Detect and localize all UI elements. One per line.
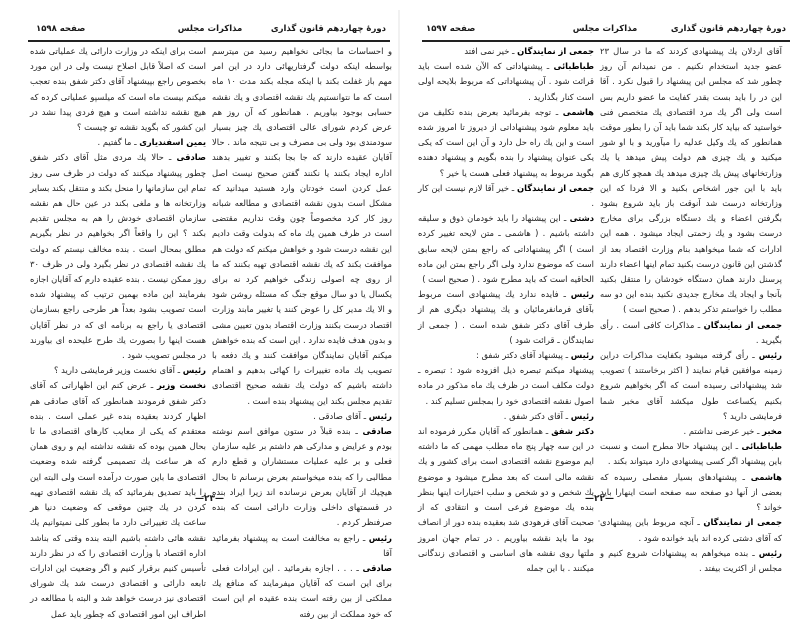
header-term: دورهٔ چهاردهم قانون گذاری xyxy=(670,24,786,34)
paragraph xyxy=(30,44,206,135)
paragraph xyxy=(600,424,782,439)
speaker-name: هاشمی xyxy=(562,106,594,117)
speaker-name: جمعی از نمایندگان xyxy=(703,517,782,528)
header-page-number: صفحه ۱۵۹۸ xyxy=(36,24,86,34)
header-page-number: صفحه ۱۵۹۷ xyxy=(426,24,476,34)
speaker-name: یمین اسفندیاری xyxy=(139,137,206,148)
paragraph xyxy=(418,424,594,576)
speech-text: ـ بنده میخواهم به پیشنهادات شروع کنیم و مجلس از اکثریت بیفتد . xyxy=(600,547,782,573)
column-left xyxy=(418,44,594,576)
paragraph xyxy=(212,424,392,530)
scan-speck xyxy=(598,520,600,522)
header-title: مذاکرات مجلس xyxy=(177,24,243,34)
speaker-name: رئیس xyxy=(368,532,392,543)
speech-text: ـ همانطور که آقایان مکرر فرموده اند در این سه چهار پنج ماه مطلب مهمی که ما داشته ایم موضوع نقشه اقتصادی است برای کشور و یك نقشه مالی است که بعد مطرح میشود و موضوع یك شخص و دو شخص و سلب اختیارات اینها بنظر بنده یك موضوع فرعی است و انتقادی که از صحبت آقای فرهودی شد بعقیده بنده دور از انصاف بود ما باید نقشه بیاوریم . در تمام جهان امروز ملتها روی نقشه های اساسی و اقتصادی زندگانی میکنند . با این جمله xyxy=(418,426,594,573)
scan-speck xyxy=(145,545,147,547)
paragraph xyxy=(418,363,594,409)
speaker-name: رئیس xyxy=(368,410,392,421)
speaker-name: طباطبائی xyxy=(741,441,782,452)
speaker-name: دکتر شفق xyxy=(551,426,595,437)
paragraph xyxy=(600,470,782,516)
speech-text: ـ خیر نمی افتد xyxy=(464,46,518,56)
paragraph xyxy=(600,318,782,348)
page-1598 xyxy=(0,0,400,619)
header-rule xyxy=(422,40,790,42)
paragraph xyxy=(600,44,782,318)
paragraph xyxy=(30,135,206,150)
paragraph xyxy=(212,44,392,409)
speech-text: پیشنهاد میکنم تبصره ذیل افزوده شود : تبصره ـ دولت مکلف است در ظرف یك ماه مذکور در ماده اصول نقشه اقتصادی خود را بمجلس تسلیم کند . xyxy=(418,365,594,406)
paragraph xyxy=(418,105,594,181)
speech-text: ـ راجع به مخالفت است به پیشنهاد بفرمائید آقا xyxy=(212,532,392,558)
speech-text: آقای اردلان یك پیشنهادی کردند که ما در سال ۲۳ عضو جدید استخدام نکنیم . من نمیدانم آن روز چطور شد که مجلس این پیشنهاد را قبول نکرد . آقا این در را باید بست بقدر کفایت ما عضو داریم بس است ولی اگر یك مرد اقتصادی یك متخصص فنی خواستید که بیاید کار بکند شما باید آن را بطور موقت همانطور که یك وکیل عدلیه را میآورید و با او شور میکنید و یك چیزی هم دولت پیش میدهد یا یك وزارتخانهای پیش یك چیزی میدهد یك همچو کاری هم باید با این جور اشخاص بکنید و الا فردا که این وزارتخانه درست شد آنوقت باز باید شروع بشود بگرفتن اعضاء و یك دستگاه بزرگی برای مخارج درست بشود و یك زحمتی ایجاد میشود . همه این ادارات که شما میخواهید بنام وزارت اقتصاد بعد از گذشتن این قانون درست بکنید تمام اینها اعضاء دارند پرسنل دارند همان دستگاه خودشان را منتقل بکنید بآنجا و ایجاد یك مخارج جدیدی نکنید بنده این دو سه مطلب را خواستم تذکر بدهم . ( صحیح است ) xyxy=(600,46,782,315)
paragraph xyxy=(30,150,206,363)
speaker-name: رئیس xyxy=(570,350,594,361)
speech-text: ـ خیر آقا لازم نیست این کار . xyxy=(418,182,594,209)
speech-text: است برای اینکه در وزارت دارائی یك عملیاتی شده است که اصلاً قابل اصلاح نیست ولی در این مورد بخصوص راجع بپیشنهاد آقای دکتر شفق بنده تعجب میکنم بیست ماه است که میلسپو عملیاتی کرده که هیچ نقشه نداشته است و هیچ فردی پیدا نشد در این کشور که بگوید نقشه تو چیست ؟ xyxy=(30,46,206,133)
paragraph xyxy=(212,531,392,561)
folio-number: —۲۲— xyxy=(585,494,614,504)
speaker-name: جمعی از نمایندگان xyxy=(517,182,594,193)
speaker-name: رئیس xyxy=(182,365,206,376)
paragraph xyxy=(418,409,594,424)
column-left xyxy=(30,44,206,622)
speech-text: ـ . . . اجازه بفرمائید . این ایرادات فعلی برای این است که آقایان میفرمایند که منافع یك مملکتی از بین رفته است بنده عقیده ام این است که خود مملکت از بین رفته xyxy=(212,562,392,619)
speech-text: ـ آقای نخست وزیر فرمایشی دارید ؟ xyxy=(54,365,183,376)
speech-text: ـ توجه بفرمائید بعرض بنده تکلیف من باید معلوم شود پیشنهاداتی از دیروز تا امروز شده است و این یك راه حل دارد و آن این است که یکی یکی عنوان پیشنهاد را بنده بگویم و پیشنهاد دهنده بگوید مربوط به پیشنهاد فعلی هست یا خیر ؟ xyxy=(418,106,594,178)
speech-text: ـ پیشنهاد آقای دکتر شفق : xyxy=(475,350,571,361)
paragraph xyxy=(418,44,594,59)
speaker-name: نخست وزیر xyxy=(156,380,206,391)
paragraph xyxy=(418,287,594,348)
speech-text: ـ مذاکرات کافی است . رأی بگیرید . xyxy=(600,319,782,345)
paragraph xyxy=(30,363,206,378)
speaker-name: طباطبائی xyxy=(553,61,594,72)
paragraph xyxy=(30,378,206,621)
speaker-name: جمعی از نمایندگان xyxy=(517,46,594,56)
header-term: دورهٔ چهاردهم قانون گذاری xyxy=(270,24,386,34)
speaker-name: صادقی xyxy=(362,426,392,437)
speech-text: ـ پیشنهادهای بسیار مفصلی رسیده که بعضی از آنها دو صفحه سه صفحه است اینهارا باید خواند ؟ xyxy=(600,471,782,513)
speaker-name: جمعی از نمایندگان xyxy=(703,319,783,330)
speaker-name: هاشمی xyxy=(750,471,782,482)
speech-text: ـ بنده قبلاً در ستون موافق اسم نوشته بودم و عرایض و مدارکی هم داشتم بر علیه سازمان فعلی و بر علیه عملیات مستشاران و قطع دارم مطالبی را که بنده میخواستم بعرض برسانم تا بحال هیچیك از آقایان بعرض نرسانده اند زیرا ایراد بنده در قسمتهای داخلی وزارت دارائی است که بنده صرفنظر کردم . xyxy=(212,426,392,528)
header-title: مذاکرات مجلس xyxy=(572,24,638,34)
speaker-name: رئیس xyxy=(758,547,782,558)
page-header xyxy=(30,22,390,38)
column-right xyxy=(212,44,392,622)
speech-text: ـ آقای دکتر شفق . xyxy=(503,410,571,421)
speech-text: ـ آنچه مربوط باین پیشنهادی که آقای دشتی کرده اند باید خوانده شود . xyxy=(600,517,782,543)
speech-text: ـ فایده ندارد یك پیشنهادی است مربوط بآقای فرمانفرمائیان و یك پیشنهاد دیگری هم از طرف آقای دکتر شفق شده است . ( جمعی از نمایندگان ـ قرائت شود ) xyxy=(418,289,594,345)
paragraph xyxy=(600,348,782,424)
folio-number: —۲۳— xyxy=(195,494,224,504)
speech-text: ـ حالا یك مردی مثل آقای دکتر شفق چطور پیشنهاد میکنند که دولت در ظرف سی روز تمام این سازمانها را منحل بکند و منتقل بکند بسایر وزارتخانه ها و ملغی بکند در عین حال هم نقشه سازمان اقتصادی خودش را هم به مجلس تقدیم بکند ؟ این را واقعاً اگر بخواهیم در نظر بگیریم مطلق بمحال است . بنده مخالف نیستم که دولت یك نقشه اقتصادی در نظر بگیرد ولی در ظرف ۳۰ روز ممکن نیست . بنده عقیده دارم که آقایان اجازه بفرمایند این ماده بهمین ترتیب که پیشنهاد شده است تصویب بشود بعداً هر طرحی راجع بسازمان اقتصادی یا راجع به برنامه ای که در نظر آقایان هست اینها را بصورت یك طرح علیحده ای بیاورند در مجلس تصویب شود . xyxy=(30,152,206,361)
speech-text: ـ این پیشنهاد را باید خودمان ذوق و سلیقه داشته باشیم . ( هاشمی ـ متن لایحه تغییر کرده است ) اگر پیشنهاداتی که راجع بمتن لایحه سابق است که موضوع ندارد ولی اگر راجع بمتن این ماده الحاقیه است که باید مطرح شود . ( صحیح است ) xyxy=(418,213,594,285)
speaker-name: صادقی xyxy=(362,562,392,573)
paragraph xyxy=(600,546,782,576)
speech-text: ـ خیر عرضی نداشتم . xyxy=(683,426,763,437)
speech-text: ـ این پیشنهاد حالا مطرح است و نسبت باین پیشنهاد اگر کسی پیشنهادی دارد میتواند بکند . xyxy=(600,441,782,467)
speech-text: ـ آقای صادقی . xyxy=(313,410,369,421)
speaker-name: صادقی xyxy=(176,152,206,163)
speaker-name: رئیس xyxy=(758,350,782,361)
paragraph xyxy=(212,409,392,424)
speech-text: ـ پیشنهاداتی که الآن شده است باید قرائت شود . آن پیشنهاداتی که مربوط بلایحه اولی است کنار بگذارید . xyxy=(418,61,594,102)
speaker-name: رئیس xyxy=(570,410,594,421)
speech-text: و احساسات ما بجائی نخواهیم رسید من میترسم بواسطه اینکه دولت گرفتاریهائی دارد در این امر مهم باز غفلت بکند با اینکه مجله بکند مدت ۱۰ ماه است که ما نتوانستیم یك نقشه اقتصادی و یك نقشه حسابی بوجود بیاوریم . همانطور که آن روز هم عرض کردم شورای عالی اقتصادی یك چیز بسیار سودمندی بود ولی بی مصرف و بی نتیجه ماند . حالا آقایان عقیده دارند که جا بجا بکنند و تغییر بدهند اداره ایجاد بکنند یا نکنند گفتن صحیح نیست اصل عمل کردن است خودتان وارد هستید میدانید که مشکل است بدون نقشه اقتصادی و مطالعه شبانه روز کار کرد مخصوصاً چون وقت نداریم مقتضی است در ظرف همین یك ماه که بدولت وقت دادیم این نقشه درست شود و خواهش میکنم که دولت هم موافقت بکند که یك نقشه اقتصادی تهیه بکنند که ما از روی چه اصولی زندگی خواهیم کرد نه برای یکسال یا دو سال موقع جنگ که مسئله روشن شود و الا یك مدیر کل را عوض کنند یا تغییر مابند وزارت اقتصاد درست بکنند وزارت اقتصاد بدون تعیین مشی و بدون هدف فایده ندارد . این است که بنده خواهش میکنم آقایان نمایندگان موافقت کنند و یك دفعه با تصویب یك ماده تغییرات را کهائی بدهیم و اهتمام داشته باشیم که دولت یك نقشه صحیح اقتصادی تقدیم مجلس بکند این پیشنهاد بنده است . xyxy=(212,46,392,406)
speaker-name: رئیس xyxy=(570,289,594,300)
header-rule xyxy=(28,40,390,42)
paragraph xyxy=(212,561,392,622)
speech-text: ـ رأی گرفته میشود بکفایت مذاکرات دراین زمینه موافقین قیام نمایند ( اکثر برخاستند ) تصویب شد پیشنهاداتی رسیده است که اگر بخواهیم شروع بکنیم یکساعت طول میکشد آقای مخبر شما فرمایشی دارید ؟ xyxy=(600,350,782,421)
paragraph xyxy=(600,439,782,469)
paragraph xyxy=(418,211,594,287)
paragraph xyxy=(600,515,782,545)
column-right xyxy=(600,44,782,576)
speaker-name: مخبر xyxy=(762,426,782,437)
paragraph xyxy=(418,181,594,211)
paragraph xyxy=(418,348,594,363)
speech-text: ـ ما گفتیم . xyxy=(97,137,140,148)
page-header xyxy=(420,22,790,38)
speaker-name: دشتی xyxy=(569,213,594,224)
page-1597 xyxy=(400,0,800,573)
paragraph xyxy=(418,59,594,105)
speech-text: ـ عرض کنم این اظهاراتی که آقای دکتر شفق فرمودند همانطور که آقای صادقی هم اظهار کردند بعقیده بنده غیر عملی است . بنده معتقدم که یکی از معایب کارهای اقتصادی ما تا بحال همین بوده که نقشه نداشته ایم و روی همان که هر ساعت یك تصمیمی گرفته شده وضعیت اقتصادی ما باین صورت درآمده است ولی البته این را باید تصدیق بفرمائید که یك نقشه اقتصادی تهیه کردن در یك چنین موقعی که وضعیت دنیا هر ساعت یك تغییراتی دارد ما بطور کلی نمیتوانیم یك نقشه هائی داشته باشیم البته بنده وقتی که بناشد اداره اقتصاد با وزارت اقتصادی را که در نظر دارند تأسیس کنیم برقرار کنیم و اگر وضعیت این ادارات تابعه دارائی و اقتصادی درست شد یك شورای اقتصادی نیز درست خواهد شد و البته با مطالعه در اطراف این امور اقتصادی که چطور باید عمل xyxy=(30,380,206,619)
